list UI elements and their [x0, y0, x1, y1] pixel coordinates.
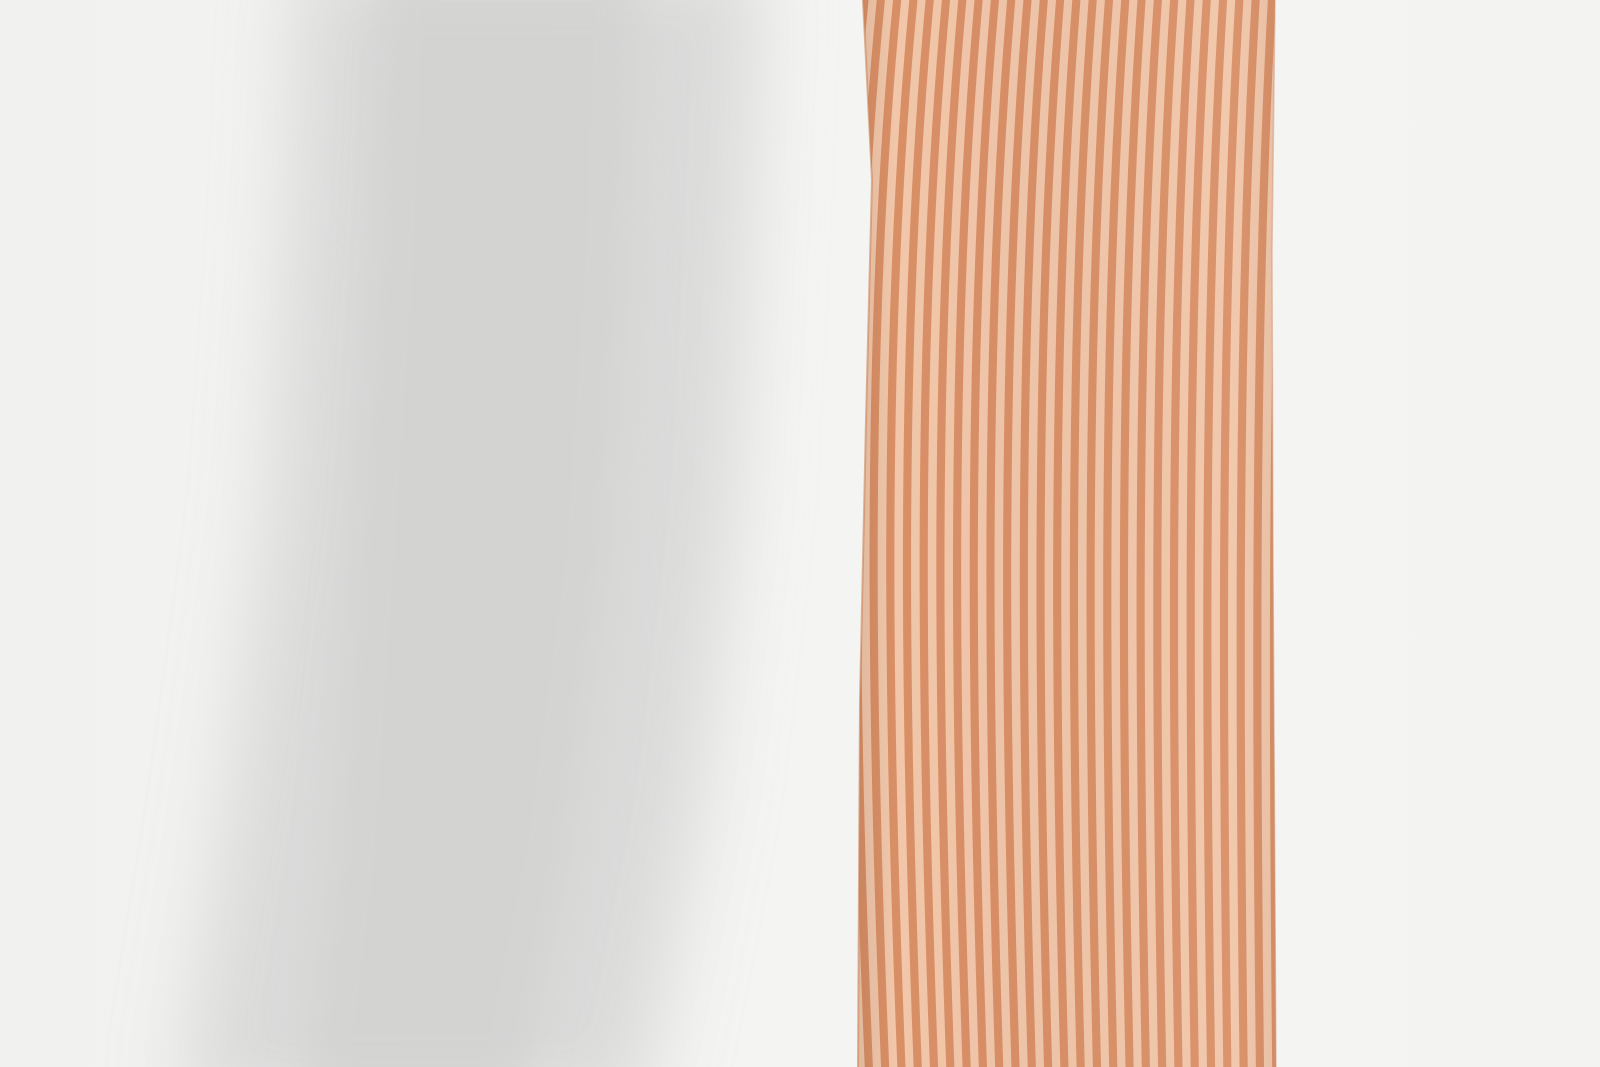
striped-panel: [836, 0, 1300, 1067]
panel-shading: [840, 0, 1300, 1067]
